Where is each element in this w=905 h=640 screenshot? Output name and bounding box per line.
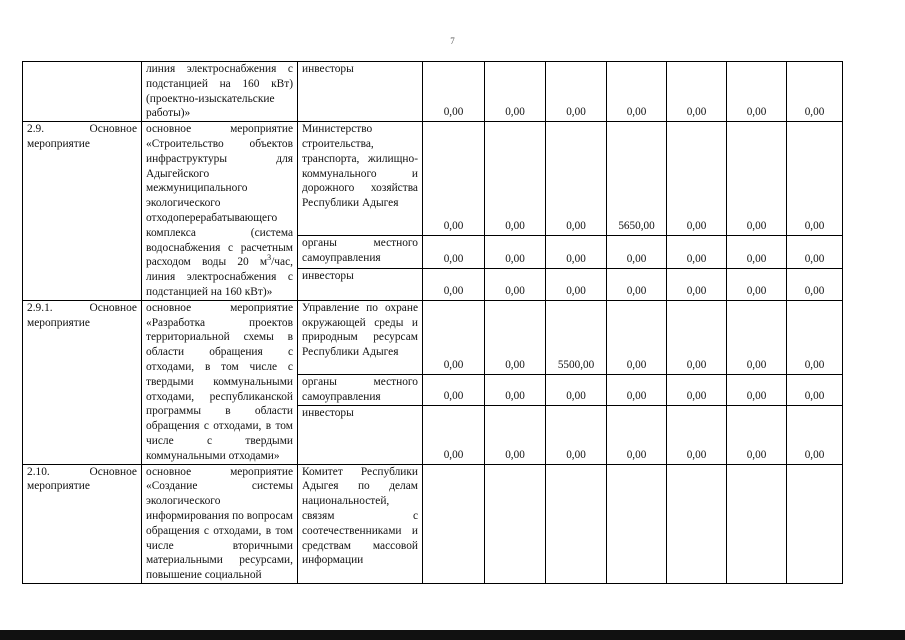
- value-cell: 0,00: [485, 235, 546, 268]
- executor-cell: органы местного самоуправления: [298, 235, 423, 268]
- executor-cell: Комитет Республики Адыгея по делам национальностей, связям с соотечественниками и средствам массовой информации: [298, 464, 423, 583]
- value-cell: 0,00: [727, 122, 787, 236]
- value-cell: [423, 464, 485, 583]
- value-cell: 0,00: [787, 300, 843, 375]
- activity-cell: линия электроснабжения с подстанцией на 160 кВт) (проектно-изыскательские работы)»: [142, 62, 298, 122]
- value-cell: 0,00: [485, 406, 546, 464]
- value-cell: [607, 464, 667, 583]
- value-cell: 0,00: [607, 406, 667, 464]
- value-cell: 0,00: [485, 122, 546, 236]
- value-cell: 0,00: [667, 375, 727, 406]
- value-cell: [727, 464, 787, 583]
- scan-edge-bar: [0, 630, 905, 640]
- table-row: [23, 300, 843, 375]
- value-cell: 0,00: [727, 406, 787, 464]
- value-cell: [546, 464, 607, 583]
- table-row: [23, 122, 843, 236]
- value-cell: 0,00: [485, 269, 546, 301]
- value-cell: 0,00: [727, 235, 787, 268]
- value-cell: 0,00: [787, 235, 843, 268]
- activity-cell: основное мероприятие «Строительство объектов инфраструктуры для Адыгейского межмуниципального экологического отходоперерабатывающего комплекса (система водоснабжения с расчетным расходом воды 20 $м^3$/час, линия электроснабжения с подстанцией на 160 кВт)»: [142, 122, 298, 301]
- value-cell: 0,00: [787, 406, 843, 464]
- executor-cell: инвесторы: [298, 269, 423, 301]
- value-cell: 0,00: [727, 300, 787, 375]
- value-cell: 0,00: [787, 122, 843, 236]
- code-cell: 2.10. Основное мероприятие: [23, 464, 142, 583]
- value-cell: 0,00: [423, 375, 485, 406]
- value-cell: 0,00: [787, 62, 843, 122]
- value-cell: 0,00: [485, 300, 546, 375]
- value-cell: 0,00: [546, 235, 607, 268]
- value-cell: 0,00: [546, 269, 607, 301]
- value-cell: 5650,00: [607, 122, 667, 236]
- activity-cell: основное мероприятие «Разработка проектов территориальной схемы в области обращения с отходами, в том числе с твердыми коммунальными отходами, республиканской программы в области обращения с отходами, в том числе с твердыми коммунальными отходами»: [142, 300, 298, 464]
- value-cell: 0,00: [787, 269, 843, 301]
- value-cell: 0,00: [727, 62, 787, 122]
- value-cell: 0,00: [423, 235, 485, 268]
- value-cell: 0,00: [607, 269, 667, 301]
- value-cell: 0,00: [485, 375, 546, 406]
- value-cell: 0,00: [423, 269, 485, 301]
- value-cell: [485, 464, 546, 583]
- executor-cell: Министерство строительства, транспорта, жилищно-коммунального и дорожного хозяйства Республики Адыгея: [298, 122, 423, 236]
- executor-cell: инвесторы: [298, 62, 423, 122]
- executor-cell: Управление по охране окружающей среды и природным ресурсам Республики Адыгея: [298, 300, 423, 375]
- value-cell: 0,00: [727, 269, 787, 301]
- value-cell: 0,00: [485, 62, 546, 122]
- executor-cell: инвесторы: [298, 406, 423, 464]
- value-cell: 0,00: [667, 62, 727, 122]
- value-cell: 0,00: [423, 300, 485, 375]
- table-row: [23, 464, 843, 583]
- value-cell: 0,00: [667, 235, 727, 268]
- value-cell: 0,00: [727, 375, 787, 406]
- page-number: 7: [450, 36, 455, 46]
- value-cell: 0,00: [546, 406, 607, 464]
- table-row: [23, 62, 843, 122]
- value-cell: 0,00: [667, 122, 727, 236]
- value-cell: 5500,00: [546, 300, 607, 375]
- code-cell: [23, 62, 142, 122]
- value-cell: 0,00: [546, 122, 607, 236]
- value-cell: 0,00: [667, 300, 727, 375]
- activity-cell: основное мероприятие «Создание системы экологического информирования по вопросам обращения с отходами, в том числе вторичными материальными ресурсами, повышение социальной: [142, 464, 298, 583]
- value-cell: 0,00: [423, 62, 485, 122]
- activities-table: [22, 61, 843, 584]
- value-cell: 0,00: [423, 406, 485, 464]
- value-cell: 0,00: [787, 375, 843, 406]
- code-cell: 2.9. Основное мероприятие: [23, 122, 142, 301]
- value-cell: 0,00: [423, 122, 485, 236]
- code-cell: 2.9.1. Основное мероприятие: [23, 300, 142, 464]
- value-cell: 0,00: [607, 300, 667, 375]
- value-cell: 0,00: [546, 62, 607, 122]
- value-cell: 0,00: [607, 235, 667, 268]
- value-cell: 0,00: [667, 406, 727, 464]
- value-cell: 0,00: [607, 375, 667, 406]
- executor-cell: органы местного самоуправления: [298, 375, 423, 406]
- value-cell: 0,00: [607, 62, 667, 122]
- value-cell: [787, 464, 843, 583]
- value-cell: 0,00: [546, 375, 607, 406]
- value-cell: [667, 464, 727, 583]
- value-cell: 0,00: [667, 269, 727, 301]
